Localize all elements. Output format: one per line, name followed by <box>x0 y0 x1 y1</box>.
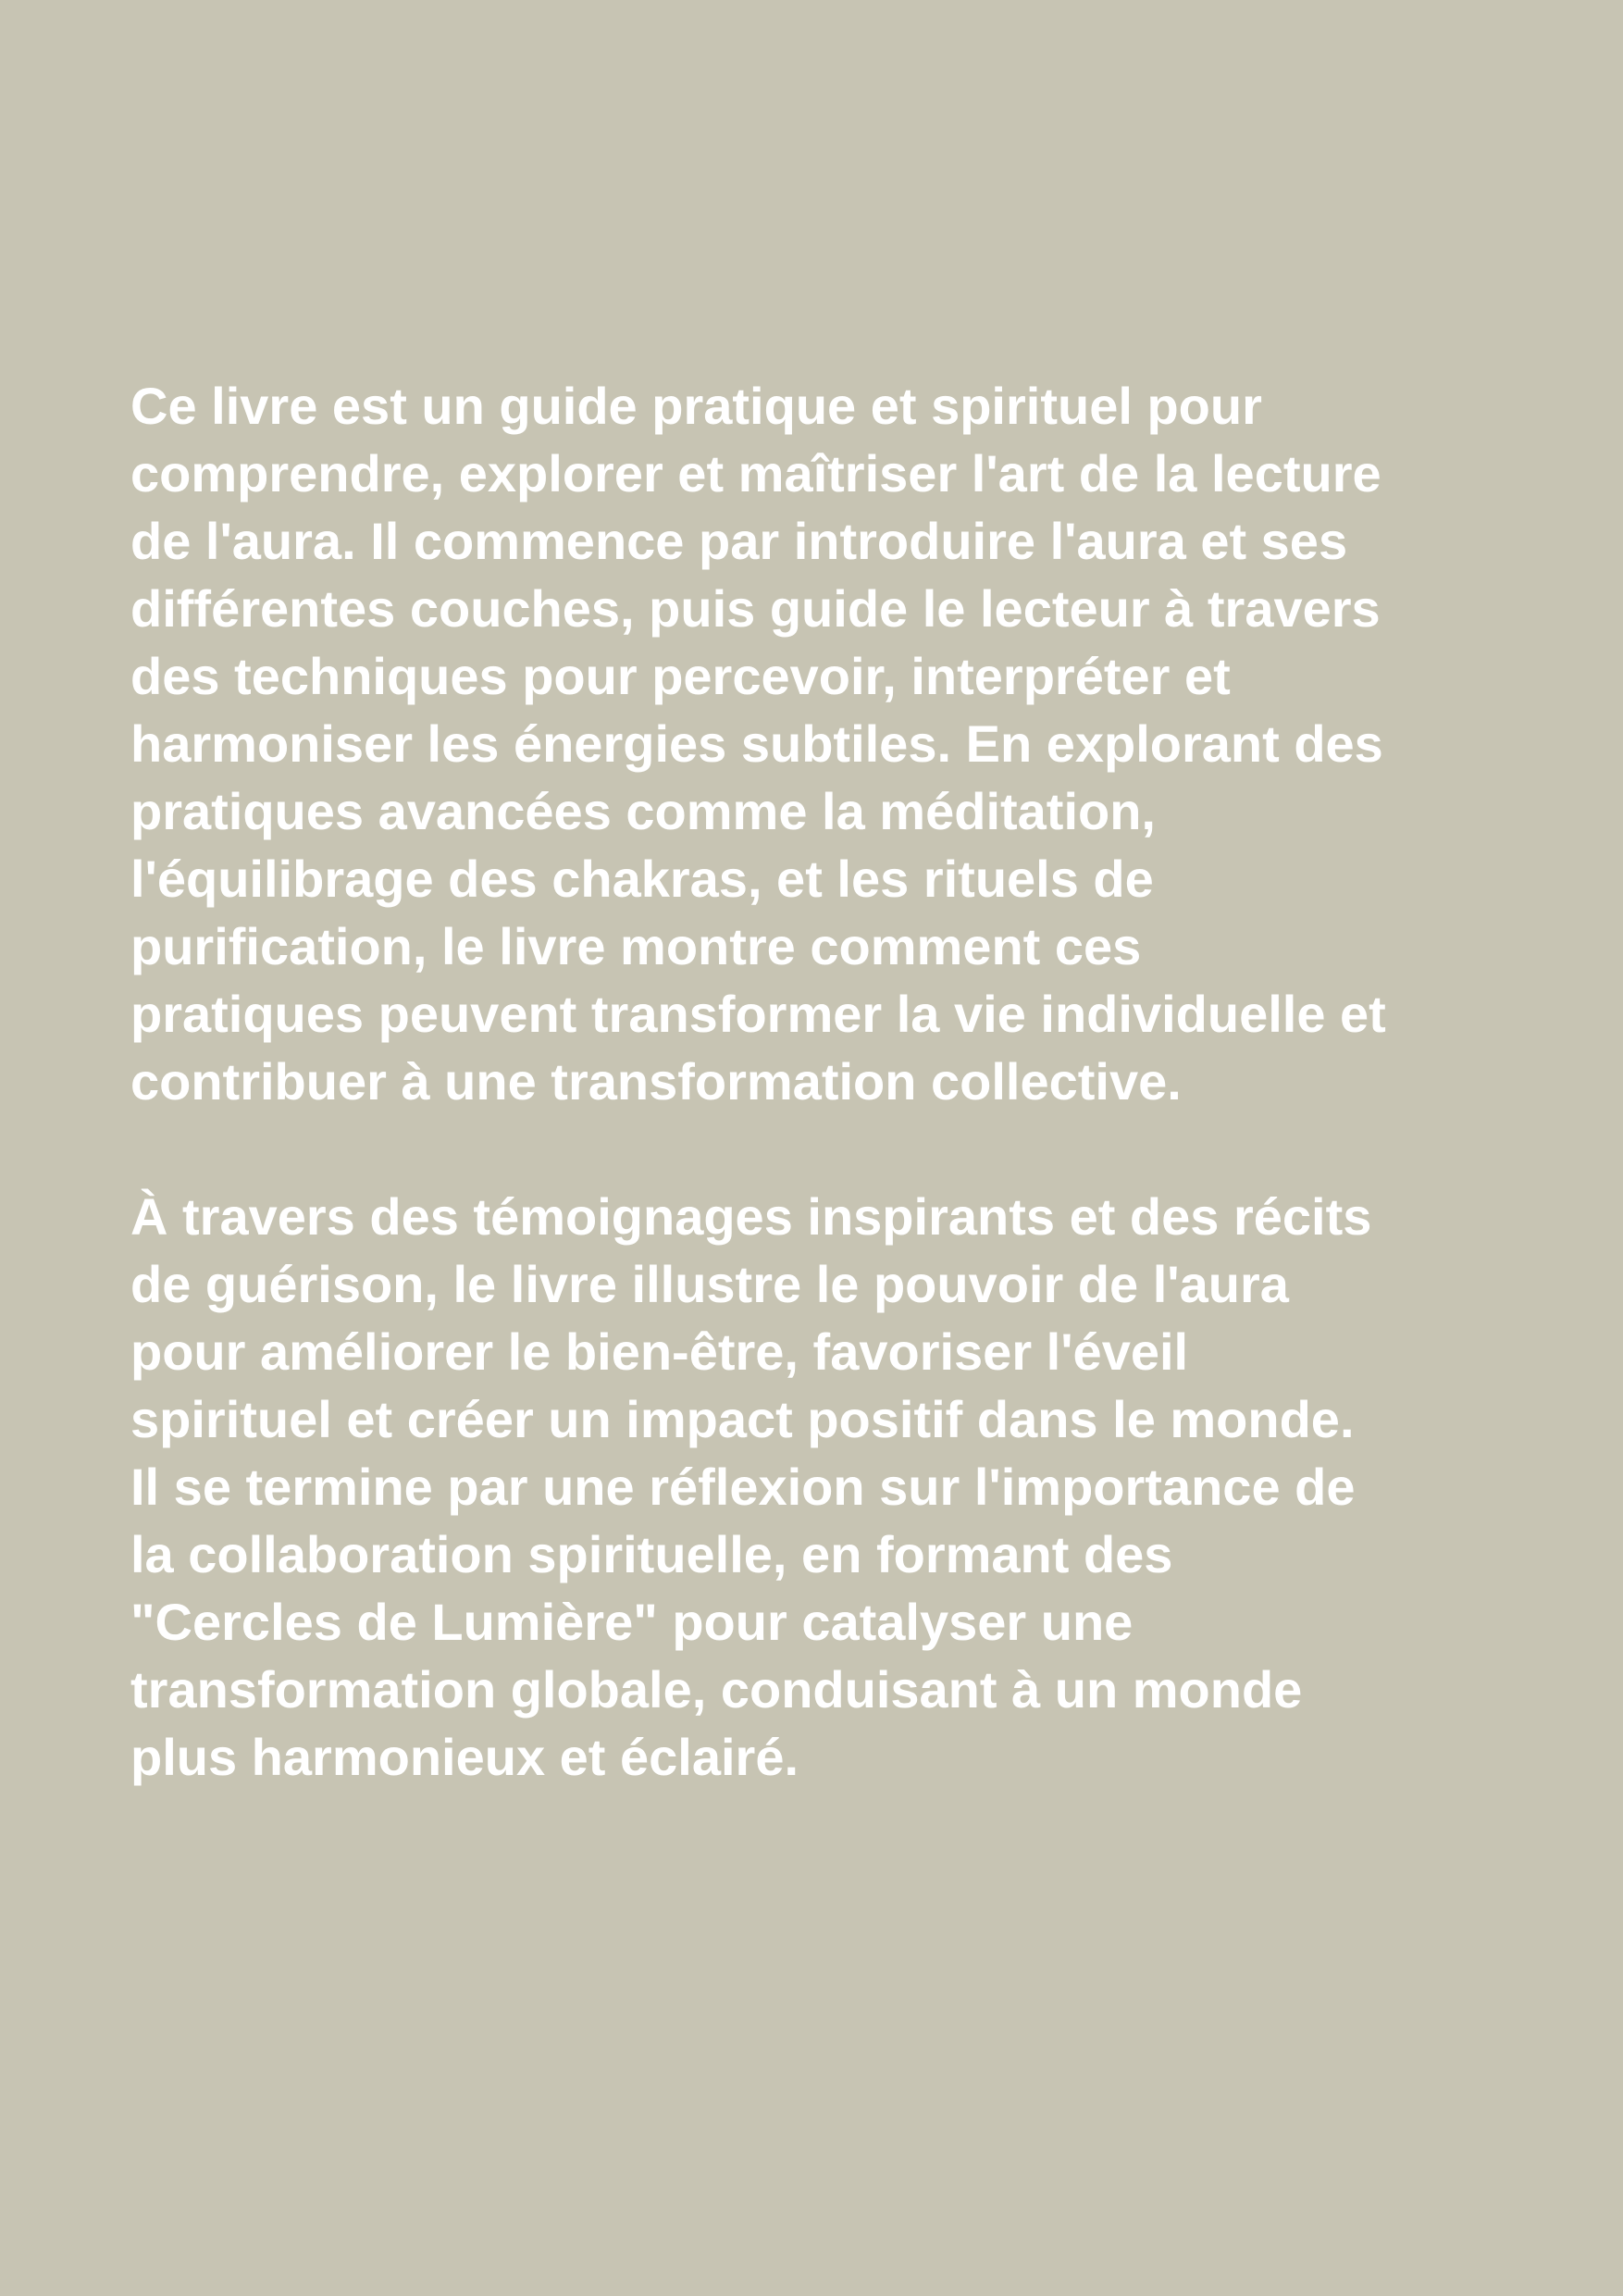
text-line: spirituel et créer un impact positif dans le monde. <box>130 1390 1355 1448</box>
text-line: la collaboration spirituelle, en formant des <box>130 1525 1173 1583</box>
text-line: purification, le livre montre comment ces <box>130 917 1142 975</box>
paragraph-2 <box>130 1183 1518 1791</box>
paragraph-1 <box>130 372 1518 1115</box>
text-line: contribuer à une transformation collective. <box>130 1052 1182 1111</box>
text-line: plus harmonieux et éclairé. <box>130 1728 799 1786</box>
text-line: pratiques avancées comme la méditation, <box>130 782 1156 840</box>
text-line: comprendre, explorer et maîtriser l'art de la lecture <box>130 444 1381 503</box>
text-line: transformation globale, conduisant à un monde <box>130 1660 1303 1719</box>
text-line: l'équilibrage des chakras, et les rituels de <box>130 850 1154 908</box>
text-line: pour améliorer le bien-être, favoriser l'éveil <box>130 1322 1189 1381</box>
text-line: de l'aura. Il commence par introduire l'aura et ses <box>130 512 1348 570</box>
back-cover-text <box>130 372 1518 1791</box>
paragraph-spacer <box>130 1115 1518 1183</box>
text-line: Il se termine par une réflexion sur l'importance de <box>130 1458 1356 1516</box>
text-line: différentes couches, puis guide le lecteur à travers <box>130 579 1381 638</box>
text-line: des techniques pour percevoir, interpréter et <box>130 647 1231 705</box>
text-line: À travers des témoignages inspirants et des récits <box>130 1187 1372 1246</box>
text-line: de guérison, le livre illustre le pouvoir de l'aura <box>130 1255 1289 1313</box>
text-line: harmoniser les énergies subtiles. En explorant des <box>130 714 1383 773</box>
text-line: pratiques peuvent transformer la vie individuelle et <box>130 985 1386 1043</box>
text-line: Ce livre est un guide pratique et spirituel pour <box>130 377 1262 435</box>
text-line: "Cercles de Lumière" pour catalyser une <box>130 1593 1134 1651</box>
